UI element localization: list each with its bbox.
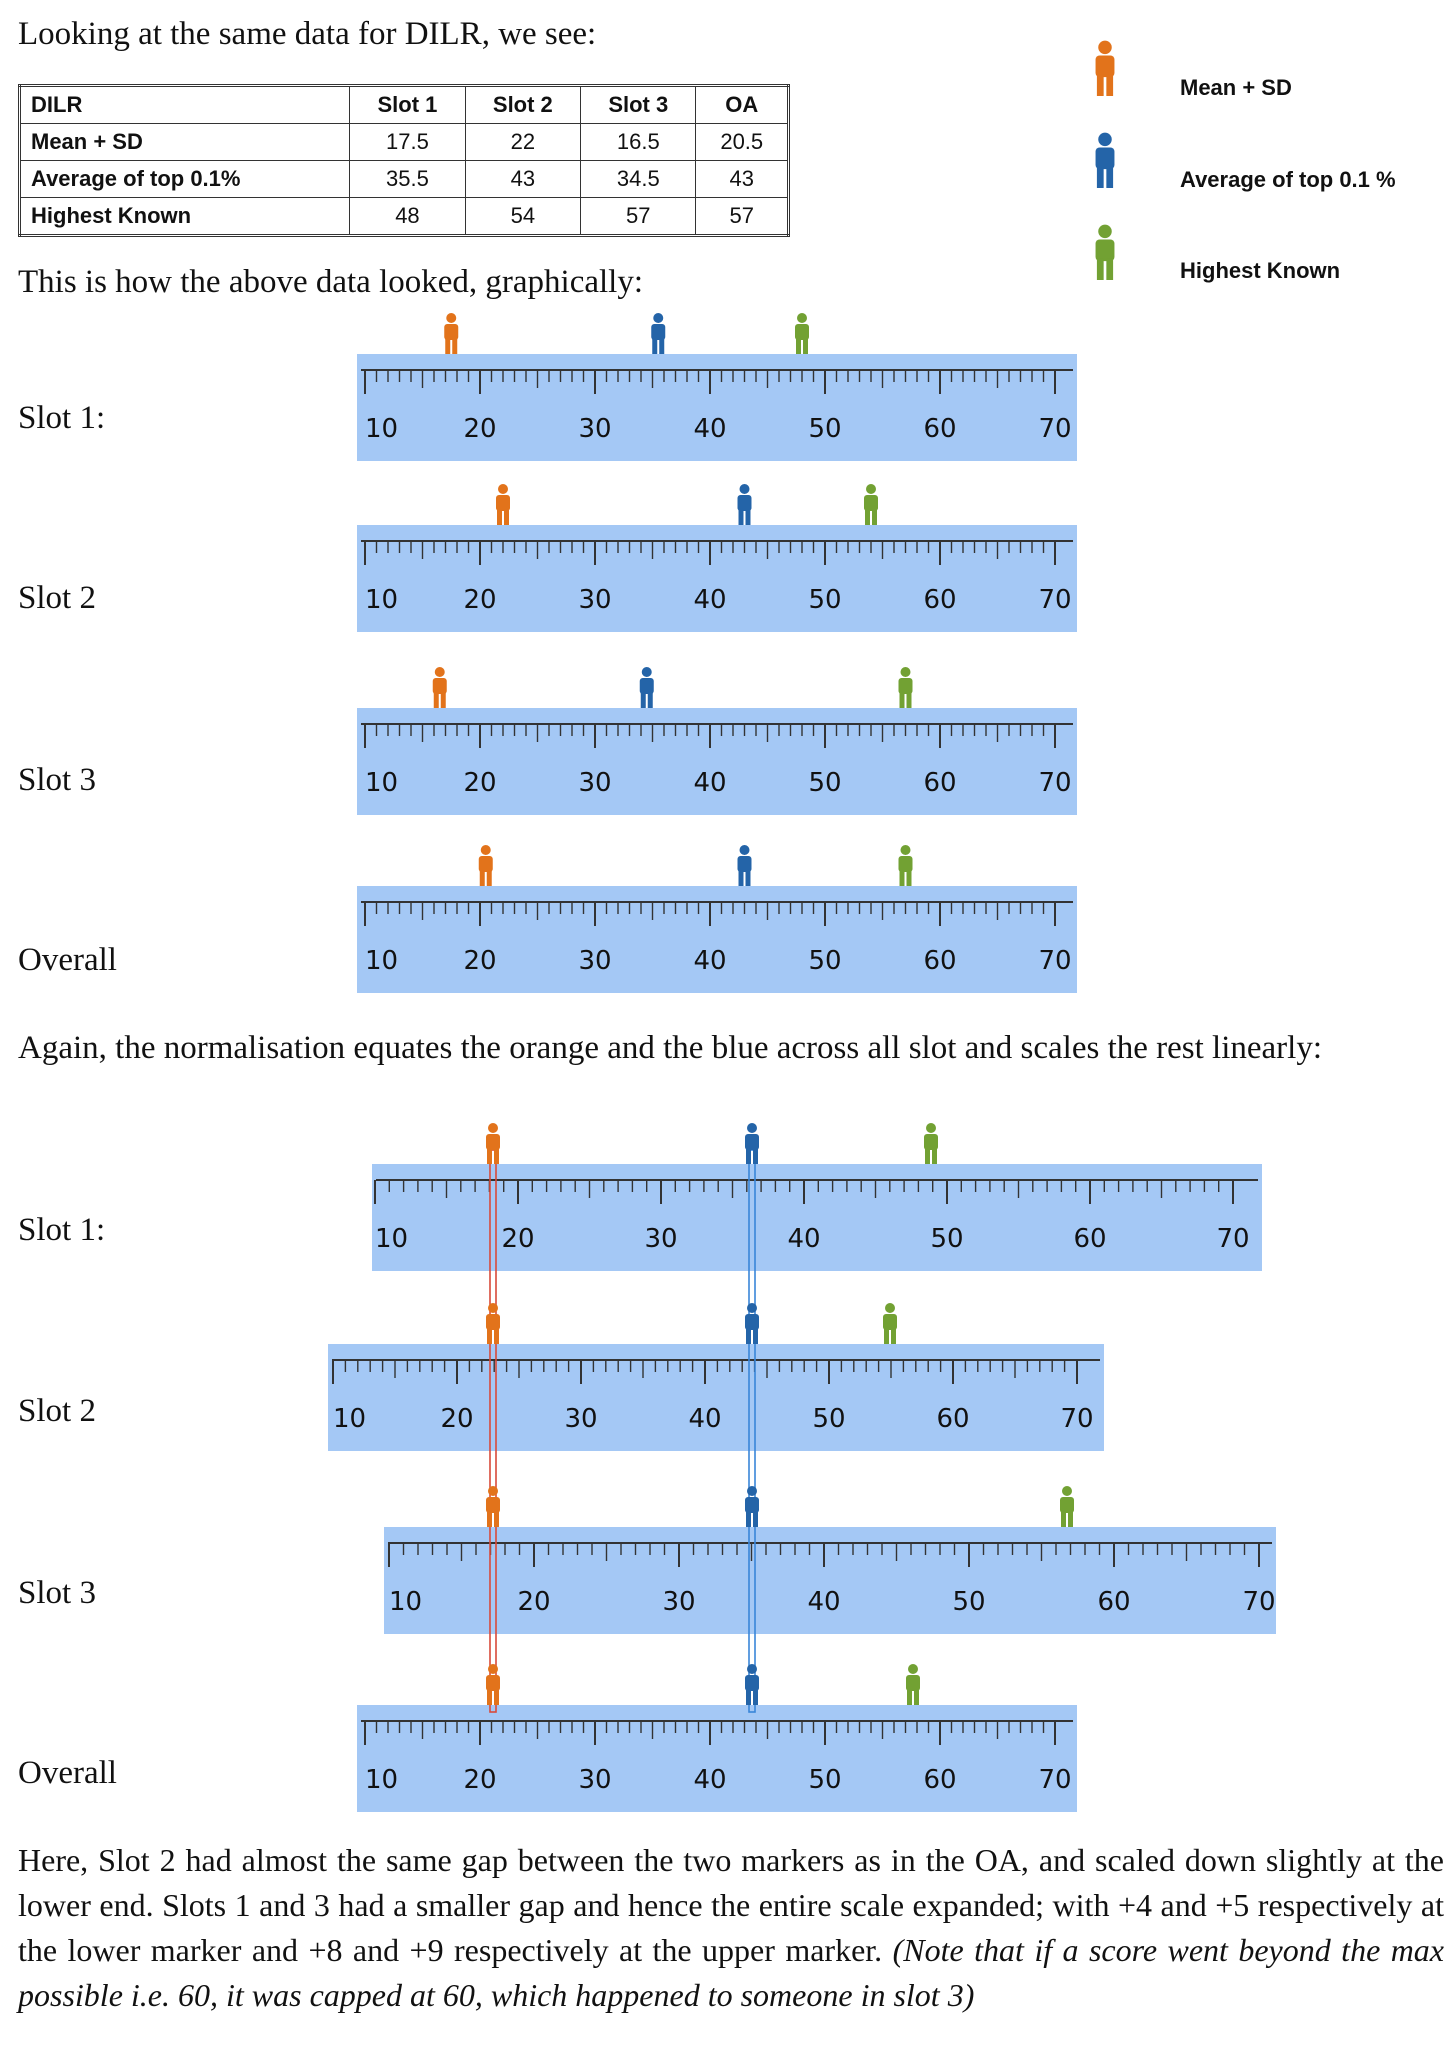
marker-mean-sd	[433, 667, 447, 708]
marker-leg	[753, 1328, 758, 1344]
marker-leg	[648, 692, 653, 708]
marker-mean-sd	[486, 1123, 500, 1164]
table-cell: 54	[465, 198, 580, 236]
legend-label-top-0-1: Average of top 0.1 %	[1180, 167, 1396, 192]
marker-leg	[746, 1148, 751, 1164]
ruler-4	[357, 886, 1077, 993]
table-header-cell: Slot 3	[581, 86, 696, 124]
marker-leg	[659, 338, 664, 354]
table-cell: 43	[465, 161, 580, 198]
marker-leg	[746, 870, 751, 886]
marker-leg	[487, 1511, 492, 1527]
ruler-tick-label: 60	[1097, 1587, 1131, 1617]
marker-leg	[480, 870, 485, 886]
marker-leg	[925, 1148, 930, 1164]
marker-body	[444, 324, 458, 340]
marker-leg	[434, 692, 439, 708]
legend-person-icon	[1096, 41, 1115, 96]
marker-body	[899, 856, 913, 872]
marker-leg	[494, 1511, 499, 1527]
marker-head	[488, 1486, 498, 1496]
ruler-tick-label: 20	[440, 1404, 474, 1434]
marker-head	[642, 667, 652, 677]
marker-body	[738, 495, 752, 511]
marker-head	[747, 1664, 757, 1674]
table-cell: 43	[696, 161, 789, 198]
marker-top-0-1	[738, 484, 752, 525]
marker-leg	[487, 1328, 492, 1344]
table-cell: 17.5	[350, 124, 465, 161]
ruler-1	[357, 354, 1077, 461]
table-header-cell: DILR	[20, 86, 350, 124]
ruler-tick-label: 50	[808, 585, 842, 615]
marker-leg	[494, 1689, 499, 1705]
ruler-tick-label: 60	[923, 768, 957, 798]
ruler-tick-label: 30	[578, 1765, 612, 1795]
marker-leg	[796, 338, 801, 354]
ruler-tick-label: 40	[693, 585, 727, 615]
marker-leg	[487, 870, 492, 886]
marker-body	[1060, 1497, 1074, 1513]
legend-label-mean-sd: Mean + SD	[1180, 75, 1292, 100]
normalised-ruler-4	[357, 1705, 1077, 1812]
ruler-tick-label: 30	[578, 768, 612, 798]
table-cell: 57	[696, 198, 789, 236]
marker-head	[747, 1303, 757, 1313]
ruler-3	[357, 708, 1077, 815]
marker-body	[1096, 56, 1115, 78]
ruler-tick-label: 50	[812, 1404, 846, 1434]
marker-body	[640, 678, 654, 694]
table-cell: 48	[350, 198, 465, 236]
marker-top-0-1	[640, 667, 654, 708]
marker-leg	[1106, 74, 1113, 96]
marker-mean-sd	[486, 1486, 500, 1527]
ruler-tick-label: 30	[578, 946, 612, 976]
marker-mean-sd	[479, 845, 493, 886]
ruler-tick-label: 10	[333, 1404, 367, 1434]
marker-highest-known	[899, 667, 913, 708]
ruler-tick-label: 10	[365, 1765, 399, 1795]
ruler-tick-label: 10	[365, 946, 399, 976]
marker-head	[885, 1303, 895, 1313]
marker-body	[651, 324, 665, 340]
marker-head	[908, 1664, 918, 1674]
ruler-2	[357, 525, 1077, 632]
section2-label-slot-2: Slot 2	[18, 1393, 96, 1429]
marker-head	[435, 667, 445, 677]
marker-leg	[900, 870, 905, 886]
table-row-label: Average of top 0.1%	[20, 161, 350, 198]
section2-label-slot-1: Slot 1:	[18, 1212, 106, 1248]
marker-highest-known	[883, 1303, 897, 1344]
marker-mean-sd	[444, 313, 458, 354]
marker-body	[486, 1675, 500, 1691]
marker-body	[899, 678, 913, 694]
ruler-tick-label: 60	[923, 1765, 957, 1795]
marker-body	[479, 856, 493, 872]
ruler-tick-label: 40	[693, 414, 727, 444]
ruler-tick-label: 20	[463, 585, 497, 615]
marker-leg	[746, 1328, 751, 1344]
section1-label-slot-2: Slot 2	[18, 580, 96, 616]
ruler-tick-label: 60	[923, 414, 957, 444]
marker-head	[481, 845, 491, 855]
ruler-tick-label: 70	[1242, 1587, 1276, 1617]
marker-leg	[1097, 258, 1104, 280]
ruler-tick-label: 30	[564, 1404, 598, 1434]
marker-leg	[494, 1328, 499, 1344]
marker-leg	[487, 1148, 492, 1164]
marker-highest-known	[906, 1664, 920, 1705]
marker-leg	[1106, 166, 1113, 188]
section2-label-slot-3: Slot 3	[18, 1575, 96, 1611]
marker-head	[498, 484, 508, 494]
marker-body	[486, 1314, 500, 1330]
marker-head	[488, 1664, 498, 1674]
marker-highest-known	[1060, 1486, 1074, 1527]
marker-head	[1098, 133, 1112, 147]
marker-leg	[907, 692, 912, 708]
marker-top-0-1	[745, 1664, 759, 1705]
marker-head	[1098, 225, 1112, 239]
marker-leg	[504, 509, 509, 525]
marker-top-0-1	[745, 1303, 759, 1344]
marker-leg	[900, 692, 905, 708]
marker-body	[496, 495, 510, 511]
marker-head	[926, 1123, 936, 1133]
ruler-tick-label: 50	[808, 946, 842, 976]
marker-leg	[803, 338, 808, 354]
marker-head	[653, 313, 663, 323]
marker-leg	[1068, 1511, 1073, 1527]
section2-label-overall: Overall	[18, 1755, 117, 1791]
ruler-tick-label: 60	[923, 946, 957, 976]
normalisation-text: Again, the normalisation equates the orange and the blue across all slot and scales the rest linearly:	[18, 1030, 1322, 1066]
marker-leg	[1061, 1511, 1066, 1527]
marker-body	[738, 856, 752, 872]
ruler-tick-label: 70	[1216, 1224, 1250, 1254]
ruler-tick-label: 50	[808, 414, 842, 444]
ruler-tick-label: 40	[693, 946, 727, 976]
marker-head	[740, 484, 750, 494]
table-header-cell: OA	[696, 86, 789, 124]
normalised-ruler-2	[328, 1344, 1104, 1451]
conclusion-text: Here, Slot 2 had almost the same gap between the two markers as in the OA, and scaled down slightly at the lower end. Slots 1 and 3 had a smaller gap and hence the entire scale expanded; with +4 and +5 respectively at the lower marker and +8 and +9 respectively at the upper marker.	[18, 1842, 1444, 1968]
table-cell: 16.5	[581, 124, 696, 161]
marker-body	[745, 1497, 759, 1513]
ruler-tick-label: 20	[463, 768, 497, 798]
marker-body	[486, 1497, 500, 1513]
ruler-tick-label: 10	[389, 1587, 423, 1617]
ruler-tick-label: 70	[1038, 414, 1072, 444]
marker-head	[747, 1123, 757, 1133]
normalised-ruler-1	[372, 1164, 1262, 1271]
ruler-tick-label: 10	[365, 768, 399, 798]
ruler-tick-label: 60	[1073, 1224, 1107, 1254]
graph-caption: This is how the above data looked, graphically:	[18, 264, 644, 300]
legend-person-icon	[1096, 133, 1115, 188]
section1-label-overall: Overall	[18, 942, 117, 978]
marker-leg	[753, 1511, 758, 1527]
ruler-tick-label: 40	[787, 1224, 821, 1254]
ruler-tick-label: 70	[1038, 1765, 1072, 1795]
marker-head	[901, 845, 911, 855]
marker-leg	[641, 692, 646, 708]
table-cell: 34.5	[581, 161, 696, 198]
table-cell: 20.5	[696, 124, 789, 161]
table-header-cell: Slot 1	[350, 86, 465, 124]
marker-head	[866, 484, 876, 494]
marker-leg	[907, 1689, 912, 1705]
ruler-tick-label: 70	[1038, 585, 1072, 615]
marker-top-0-1	[745, 1486, 759, 1527]
marker-leg	[445, 338, 450, 354]
marker-leg	[1097, 166, 1104, 188]
ruler-tick-label: 10	[375, 1224, 409, 1254]
marker-leg	[914, 1689, 919, 1705]
marker-leg	[652, 338, 657, 354]
marker-leg	[746, 1689, 751, 1705]
marker-leg	[753, 1689, 758, 1705]
ruler-tick-label: 60	[923, 585, 957, 615]
ruler-tick-label: 20	[501, 1224, 535, 1254]
marker-leg	[497, 509, 502, 525]
marker-leg	[907, 870, 912, 886]
marker-body	[883, 1314, 897, 1330]
marker-body	[924, 1134, 938, 1150]
ruler-tick-label: 30	[578, 585, 612, 615]
table-row-label: Mean + SD	[20, 124, 350, 161]
ruler-tick-label: 20	[517, 1587, 551, 1617]
marker-head	[747, 1486, 757, 1496]
ruler-tick-label: 50	[930, 1224, 964, 1254]
table-header-cell: Slot 2	[465, 86, 580, 124]
marker-highest-known	[864, 484, 878, 525]
table-cell: 35.5	[350, 161, 465, 198]
ruler-tick-label: 30	[578, 414, 612, 444]
marker-leg	[452, 338, 457, 354]
marker-body	[745, 1675, 759, 1691]
marker-leg	[494, 1148, 499, 1164]
ruler-tick-label: 70	[1060, 1404, 1094, 1434]
ruler-tick-label: 50	[808, 768, 842, 798]
section1-label-slot-3: Slot 3	[18, 762, 96, 798]
note-text: (Note that if a score went beyond the max possible i.e. 60, it was capped at 60, which happened to someone in slot 3)	[18, 1932, 1445, 2013]
marker-leg	[739, 870, 744, 886]
marker-head	[740, 845, 750, 855]
marker-mean-sd	[486, 1303, 500, 1344]
marker-head	[901, 667, 911, 677]
marker-highest-known	[899, 845, 913, 886]
ruler-tick-label: 30	[644, 1224, 678, 1254]
table-row-label: Highest Known	[20, 198, 350, 236]
marker-body	[433, 678, 447, 694]
marker-head	[797, 313, 807, 323]
marker-top-0-1	[745, 1123, 759, 1164]
marker-leg	[1106, 258, 1113, 280]
ruler-tick-label: 20	[463, 1765, 497, 1795]
ruler-tick-label: 70	[1038, 768, 1072, 798]
marker-leg	[865, 509, 870, 525]
marker-highest-known	[795, 313, 809, 354]
marker-body	[745, 1314, 759, 1330]
ruler-tick-label: 60	[936, 1404, 970, 1434]
ruler-tick-label: 20	[463, 414, 497, 444]
intro-text: Looking at the same data for DILR, we see:	[18, 16, 597, 52]
marker-body	[795, 324, 809, 340]
section1-label-slot-1: Slot 1:	[18, 400, 106, 436]
ruler-tick-label: 40	[688, 1404, 722, 1434]
marker-body	[745, 1134, 759, 1150]
ruler-tick-label: 40	[693, 1765, 727, 1795]
table-cell: 57	[581, 198, 696, 236]
marker-mean-sd	[486, 1664, 500, 1705]
marker-body	[864, 495, 878, 511]
marker-body	[1096, 240, 1115, 262]
marker-leg	[1097, 74, 1104, 96]
ruler-tick-label: 30	[662, 1587, 696, 1617]
marker-body	[1096, 148, 1115, 170]
marker-head	[1098, 41, 1112, 55]
marker-top-0-1	[738, 845, 752, 886]
marker-mean-sd	[496, 484, 510, 525]
table-cell: 22	[465, 124, 580, 161]
marker-leg	[891, 1328, 896, 1344]
marker-leg	[932, 1148, 937, 1164]
legend-label-highest-known: Highest Known	[1180, 258, 1341, 283]
marker-leg	[739, 509, 744, 525]
marker-highest-known	[924, 1123, 938, 1164]
marker-head	[1062, 1486, 1072, 1496]
marker-leg	[441, 692, 446, 708]
ruler-tick-label: 40	[807, 1587, 841, 1617]
ruler-tick-label: 10	[365, 585, 399, 615]
marker-leg	[487, 1689, 492, 1705]
marker-head	[488, 1303, 498, 1313]
ruler-tick-label: 50	[952, 1587, 986, 1617]
marker-head	[488, 1123, 498, 1133]
marker-leg	[753, 1148, 758, 1164]
ruler-tick-label: 50	[808, 1765, 842, 1795]
ruler-tick-label: 10	[365, 414, 399, 444]
marker-head	[446, 313, 456, 323]
normalised-ruler-3	[384, 1527, 1276, 1634]
legend-person-icon	[1096, 225, 1115, 280]
marker-leg	[746, 509, 751, 525]
marker-body	[906, 1675, 920, 1691]
ruler-tick-label: 20	[463, 946, 497, 976]
marker-leg	[746, 1511, 751, 1527]
ruler-tick-label: 40	[693, 768, 727, 798]
marker-leg	[884, 1328, 889, 1344]
ruler-tick-label: 70	[1038, 946, 1072, 976]
marker-body	[486, 1134, 500, 1150]
marker-leg	[872, 509, 877, 525]
marker-top-0-1	[651, 313, 665, 354]
